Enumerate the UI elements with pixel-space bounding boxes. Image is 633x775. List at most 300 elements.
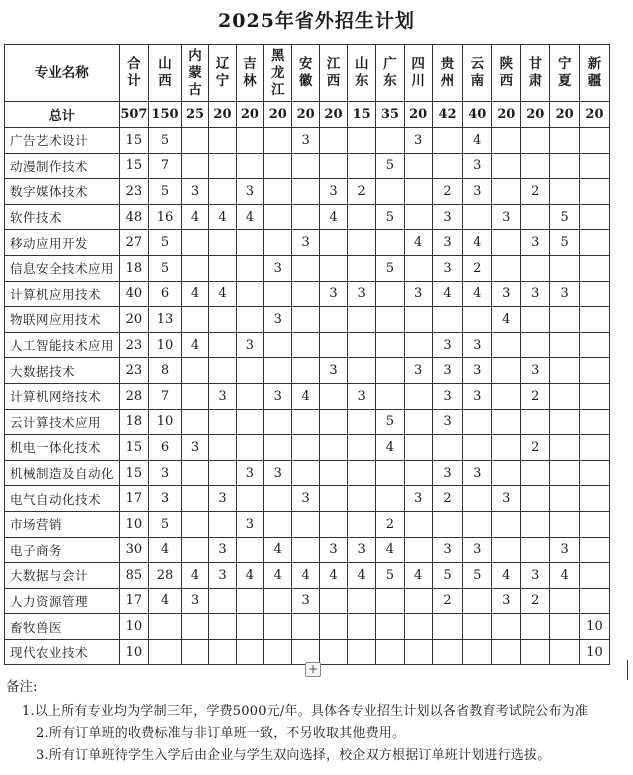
- quota-cell: [319, 230, 347, 256]
- quota-cell: [580, 563, 610, 589]
- header-province: 吉林: [236, 45, 263, 102]
- quota-cell: [580, 332, 610, 358]
- quota-cell: [264, 179, 292, 205]
- quota-cell: 5: [149, 255, 182, 281]
- header-province: 江西: [319, 45, 347, 102]
- quota-cell: 4: [492, 307, 521, 333]
- major-name-cell: 数字媒体技术: [5, 179, 120, 205]
- header-province: 内蒙古: [181, 45, 208, 102]
- quota-cell: 3: [432, 383, 463, 409]
- quota-cell: 3: [432, 460, 463, 486]
- quota-cell: [236, 358, 263, 384]
- quota-cell: [463, 486, 492, 512]
- header-total: [119, 45, 149, 102]
- quota-cell: [236, 128, 263, 154]
- quota-cell: [580, 409, 610, 435]
- quota-cell: [264, 332, 292, 358]
- quota-cell: [580, 537, 610, 563]
- table-row: [5, 230, 633, 256]
- quota-cell: 4: [292, 383, 319, 409]
- quota-cell: [292, 358, 319, 384]
- quota-cell: [580, 128, 610, 154]
- quota-cell: [550, 255, 580, 281]
- quota-cell: [264, 409, 292, 435]
- quota-cell: 5: [463, 563, 492, 589]
- quota-cell: [550, 409, 580, 435]
- quota-cell: [404, 511, 432, 537]
- quota-cell: 5: [550, 230, 580, 256]
- quota-cell: [404, 204, 432, 230]
- quota-cell: 10: [580, 639, 610, 665]
- table-row: [5, 383, 633, 409]
- major-name-cell: 广告艺术设计: [5, 128, 120, 154]
- major-name-cell: 市场营销: [5, 511, 120, 537]
- row-total-cell: 10: [119, 614, 149, 640]
- quota-cell: [463, 435, 492, 461]
- row-total-cell: 15: [119, 153, 149, 179]
- quota-cell: 16: [149, 204, 182, 230]
- quota-cell: [492, 255, 521, 281]
- quota-cell: [209, 307, 236, 333]
- quota-cell: [209, 153, 236, 179]
- table-row: [5, 588, 633, 614]
- quota-cell: [376, 332, 404, 358]
- table-row: [5, 179, 633, 205]
- quota-cell: [404, 179, 432, 205]
- quota-cell: [404, 409, 432, 435]
- quota-cell: 3: [463, 383, 492, 409]
- quota-cell: [580, 460, 610, 486]
- quota-cell: [376, 179, 404, 205]
- quota-cell: 3: [209, 486, 236, 512]
- quota-cell: [580, 383, 610, 409]
- quota-cell: 3: [521, 281, 550, 307]
- quota-cell: [550, 307, 580, 333]
- quota-cell: [432, 511, 463, 537]
- quota-cell: 4: [404, 563, 432, 589]
- quota-cell: [492, 614, 521, 640]
- quota-cell: 3: [404, 486, 432, 512]
- quota-cell: 3: [236, 332, 263, 358]
- quota-cell: [580, 358, 610, 384]
- quota-cell: [292, 614, 319, 640]
- major-name-cell: 现代农业技术: [5, 639, 120, 665]
- quota-cell: [264, 281, 292, 307]
- quota-cell: [264, 230, 292, 256]
- quota-cell: [376, 383, 404, 409]
- quota-cell: 7: [149, 383, 182, 409]
- quota-cell: [209, 511, 236, 537]
- quota-cell: [181, 639, 208, 665]
- quota-cell: [404, 383, 432, 409]
- row-total-cell: 15: [119, 128, 149, 154]
- quota-cell: [580, 511, 610, 537]
- quota-cell: 3: [181, 435, 208, 461]
- table-row: [5, 128, 633, 154]
- quota-cell: 3: [432, 537, 463, 563]
- quota-cell: [521, 537, 550, 563]
- quota-cell: [376, 230, 404, 256]
- header-province: 广东: [376, 45, 404, 102]
- header-province: 云南: [463, 45, 492, 102]
- total-cell: 20: [236, 102, 263, 128]
- quota-cell: [319, 255, 347, 281]
- quota-cell: [236, 639, 263, 665]
- table-row: [5, 511, 633, 537]
- quota-cell: 4: [404, 230, 432, 256]
- quota-cell: 3: [348, 383, 376, 409]
- quota-cell: [292, 153, 319, 179]
- quota-cell: [580, 281, 610, 307]
- header-province: 山东: [348, 45, 376, 102]
- quota-cell: 3: [404, 358, 432, 384]
- total-row: [5, 102, 633, 128]
- header-province: 安徽: [292, 45, 319, 102]
- quota-cell: [209, 435, 236, 461]
- quota-cell: [521, 409, 550, 435]
- major-name-cell: 动漫制作技术: [5, 153, 120, 179]
- row-total-cell: 23: [119, 332, 149, 358]
- total-cell: 20: [492, 102, 521, 128]
- quota-cell: [521, 332, 550, 358]
- quota-cell: [181, 358, 208, 384]
- quota-cell: [550, 639, 580, 665]
- table-row: [5, 435, 633, 461]
- quota-cell: [550, 332, 580, 358]
- quota-cell: 4: [319, 204, 347, 230]
- quota-cell: 5: [376, 204, 404, 230]
- quota-cell: 3: [404, 281, 432, 307]
- total-cell: 40: [463, 102, 492, 128]
- quota-cell: 6: [149, 281, 182, 307]
- quota-cell: 4: [264, 563, 292, 589]
- quota-cell: 3: [492, 281, 521, 307]
- quota-cell: [521, 511, 550, 537]
- quota-cell: [181, 511, 208, 537]
- major-name-cell: 畜牧兽医: [5, 614, 120, 640]
- quota-cell: 3: [492, 588, 521, 614]
- quota-cell: [550, 128, 580, 154]
- table-row: [5, 281, 633, 307]
- quota-cell: [181, 409, 208, 435]
- quota-cell: 4: [149, 537, 182, 563]
- major-name-cell: 机械制造及自动化: [5, 460, 120, 486]
- quota-cell: [292, 307, 319, 333]
- table-row: [5, 255, 633, 281]
- total-cell: 42: [432, 102, 463, 128]
- quota-cell: 3: [319, 537, 347, 563]
- quota-cell: [181, 614, 208, 640]
- quota-cell: [181, 460, 208, 486]
- quota-cell: [404, 588, 432, 614]
- quota-cell: [580, 588, 610, 614]
- major-name-cell: 计算机网络技术: [5, 383, 120, 409]
- table-row: [5, 332, 633, 358]
- quota-cell: 4: [181, 281, 208, 307]
- quota-cell: 4: [292, 563, 319, 589]
- quota-cell: [432, 614, 463, 640]
- quota-cell: [376, 128, 404, 154]
- quota-cell: 5: [432, 563, 463, 589]
- quota-cell: 3: [264, 460, 292, 486]
- quota-cell: 2: [376, 511, 404, 537]
- quota-cell: [209, 230, 236, 256]
- quota-cell: [521, 460, 550, 486]
- quota-cell: 4: [319, 563, 347, 589]
- quota-cell: [264, 486, 292, 512]
- quota-cell: 4: [181, 204, 208, 230]
- quota-cell: [550, 153, 580, 179]
- quota-cell: [463, 614, 492, 640]
- quota-cell: 3: [432, 358, 463, 384]
- quota-cell: [492, 435, 521, 461]
- quota-cell: 2: [432, 179, 463, 205]
- quota-cell: 5: [376, 153, 404, 179]
- row-total-cell: 10: [119, 511, 149, 537]
- quota-cell: 4: [149, 588, 182, 614]
- quota-cell: [292, 537, 319, 563]
- row-total-cell: 17: [119, 486, 149, 512]
- quota-cell: 3: [432, 255, 463, 281]
- quota-cell: [404, 332, 432, 358]
- page-title: 2025年省外招生计划: [218, 10, 415, 32]
- quota-cell: [264, 588, 292, 614]
- quota-cell: [348, 460, 376, 486]
- quota-cell: [292, 281, 319, 307]
- quota-cell: 3: [319, 179, 347, 205]
- quota-cell: 2: [432, 588, 463, 614]
- quota-cell: [376, 486, 404, 512]
- total-cell: 20: [319, 102, 347, 128]
- major-name-cell: 机电一体化技术: [5, 435, 120, 461]
- quota-cell: 4: [463, 281, 492, 307]
- quota-cell: [376, 460, 404, 486]
- quota-cell: 3: [432, 409, 463, 435]
- quota-cell: [492, 128, 521, 154]
- quota-cell: [521, 307, 550, 333]
- quota-cell: 3: [236, 179, 263, 205]
- quota-cell: [404, 307, 432, 333]
- quota-cell: 3: [292, 128, 319, 154]
- quota-cell: [348, 614, 376, 640]
- quota-cell: 3: [209, 537, 236, 563]
- major-name-cell: 人力资源管理: [5, 588, 120, 614]
- quota-cell: [550, 383, 580, 409]
- total-label: 总计: [5, 102, 120, 128]
- table-row: [5, 409, 633, 435]
- quota-cell: [580, 307, 610, 333]
- quota-cell: [319, 307, 347, 333]
- quota-cell: 3: [319, 358, 347, 384]
- table-row: [5, 204, 633, 230]
- table-row: [5, 614, 633, 640]
- quota-cell: [580, 153, 610, 179]
- quota-cell: [550, 460, 580, 486]
- header-major-name: 专业名称: [5, 45, 120, 102]
- quota-cell: 3: [236, 460, 263, 486]
- quota-cell: [521, 153, 550, 179]
- quota-cell: 2: [432, 486, 463, 512]
- quota-cell: [319, 435, 347, 461]
- quota-cell: [492, 409, 521, 435]
- quota-cell: 3: [463, 537, 492, 563]
- total-cell: 20: [521, 102, 550, 128]
- quota-cell: [292, 435, 319, 461]
- major-name-cell: 电气自动化技术: [5, 486, 120, 512]
- quota-cell: 4: [209, 281, 236, 307]
- quota-cell: [319, 614, 347, 640]
- header-province: 甘肃: [521, 45, 550, 102]
- table-edge-line: [627, 660, 628, 680]
- major-name-cell: 云计算技术应用: [5, 409, 120, 435]
- quota-cell: 7: [149, 153, 182, 179]
- quota-cell: [432, 153, 463, 179]
- quota-cell: 2: [463, 255, 492, 281]
- quota-cell: 3: [348, 537, 376, 563]
- quota-cell: 4: [463, 230, 492, 256]
- table-row: [5, 307, 633, 333]
- quota-cell: 10: [149, 332, 182, 358]
- quota-cell: 2: [348, 179, 376, 205]
- quota-cell: [348, 255, 376, 281]
- row-total-cell: 20: [119, 307, 149, 333]
- quota-cell: [181, 383, 208, 409]
- total-cell: 20: [550, 102, 580, 128]
- major-name-cell: 计算机应用技术: [5, 281, 120, 307]
- quota-cell: [376, 281, 404, 307]
- row-total-cell: 28: [119, 383, 149, 409]
- quota-cell: [292, 460, 319, 486]
- quota-cell: [292, 255, 319, 281]
- quota-cell: [376, 639, 404, 665]
- quota-cell: [550, 179, 580, 205]
- quota-cell: 4: [236, 563, 263, 589]
- quota-cell: 3: [264, 255, 292, 281]
- quota-cell: 4: [181, 563, 208, 589]
- total-cell: 20: [580, 102, 610, 128]
- quota-cell: 3: [292, 230, 319, 256]
- quota-cell: [209, 588, 236, 614]
- quota-cell: [209, 409, 236, 435]
- quota-cell: [492, 639, 521, 665]
- quota-cell: [209, 255, 236, 281]
- quota-cell: 5: [149, 230, 182, 256]
- quota-cell: 5: [376, 255, 404, 281]
- quota-cell: [264, 358, 292, 384]
- quota-cell: 3: [432, 204, 463, 230]
- quota-cell: [149, 639, 182, 665]
- quota-cell: 3: [292, 486, 319, 512]
- quota-cell: 5: [149, 511, 182, 537]
- major-name-cell: 信息安全技术应用: [5, 255, 120, 281]
- quota-cell: [348, 307, 376, 333]
- quota-cell: 3: [432, 230, 463, 256]
- quota-cell: [463, 588, 492, 614]
- quota-cell: [181, 537, 208, 563]
- quota-cell: [236, 230, 263, 256]
- quota-cell: [181, 153, 208, 179]
- major-name-cell: 人工智能技术应用: [5, 332, 120, 358]
- quota-cell: 2: [521, 435, 550, 461]
- quota-cell: 3: [348, 281, 376, 307]
- quota-cell: [580, 230, 610, 256]
- quota-cell: [319, 383, 347, 409]
- quota-cell: [319, 511, 347, 537]
- quota-cell: [264, 511, 292, 537]
- quota-cell: [521, 614, 550, 640]
- quota-cell: 4: [432, 281, 463, 307]
- quota-cell: [580, 486, 610, 512]
- quota-cell: [521, 128, 550, 154]
- quota-cell: [348, 358, 376, 384]
- quota-cell: [550, 435, 580, 461]
- quota-cell: 10: [580, 614, 610, 640]
- quota-cell: [264, 435, 292, 461]
- row-total-cell: 18: [119, 255, 149, 281]
- quota-cell: 4: [463, 128, 492, 154]
- table-row: [5, 537, 633, 563]
- quota-cell: 3: [181, 588, 208, 614]
- header-province: 四川: [404, 45, 432, 102]
- quota-cell: 4: [348, 563, 376, 589]
- table-row: [5, 153, 633, 179]
- quota-cell: [348, 332, 376, 358]
- quota-cell: [432, 128, 463, 154]
- quota-cell: 3: [521, 230, 550, 256]
- major-name-cell: 移动应用开发: [5, 230, 120, 256]
- major-name-cell: 大数据技术: [5, 358, 120, 384]
- header-row: [5, 45, 633, 102]
- row-total-cell: 15: [119, 460, 149, 486]
- quota-cell: 4: [376, 435, 404, 461]
- quota-cell: 3: [463, 358, 492, 384]
- quota-cell: 8: [149, 358, 182, 384]
- quota-cell: [550, 588, 580, 614]
- quota-cell: [348, 511, 376, 537]
- table-row: [5, 563, 633, 589]
- header-province: 贵州: [432, 45, 463, 102]
- header-province: 黑龙江: [264, 45, 292, 102]
- quota-cell: [404, 435, 432, 461]
- quota-cell: [463, 204, 492, 230]
- quota-cell: 3: [264, 307, 292, 333]
- enrollment-table-wrap: [4, 44, 633, 665]
- quota-cell: [236, 435, 263, 461]
- quota-cell: [264, 639, 292, 665]
- quota-cell: [376, 307, 404, 333]
- quota-cell: [319, 409, 347, 435]
- total-cell: 507: [119, 102, 149, 128]
- quota-cell: 2: [521, 179, 550, 205]
- quota-cell: [181, 307, 208, 333]
- header-province: 山西: [149, 45, 182, 102]
- quota-cell: [550, 614, 580, 640]
- total-cell: 35: [376, 102, 404, 128]
- quota-cell: [432, 307, 463, 333]
- quota-cell: [236, 307, 263, 333]
- row-total-cell: 40: [119, 281, 149, 307]
- quota-cell: 3: [463, 332, 492, 358]
- add-row-button[interactable]: +: [305, 662, 321, 677]
- quota-cell: 4: [492, 563, 521, 589]
- quota-cell: 3: [181, 179, 208, 205]
- quota-cell: [521, 255, 550, 281]
- quota-cell: 10: [149, 409, 182, 435]
- quota-cell: 3: [492, 204, 521, 230]
- quota-cell: [264, 128, 292, 154]
- quota-cell: [521, 486, 550, 512]
- total-cell: 25: [181, 102, 208, 128]
